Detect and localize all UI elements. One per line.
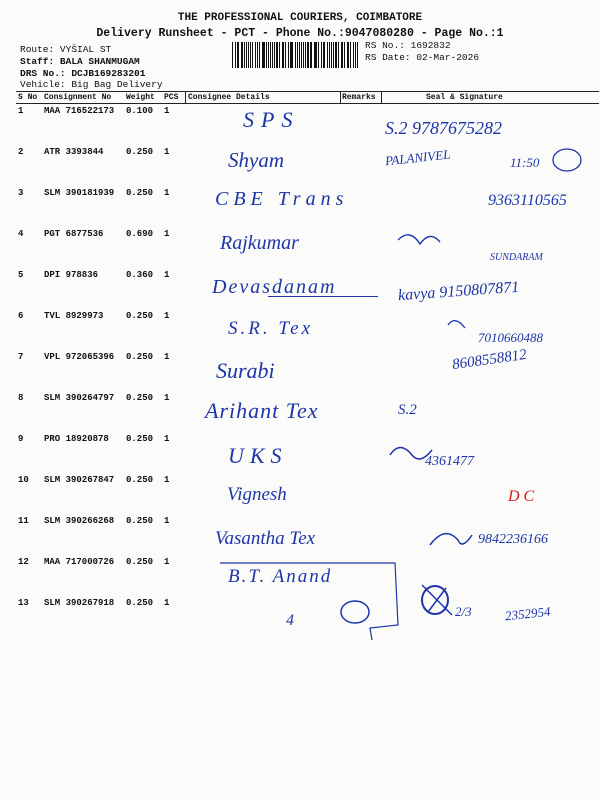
handwritten-signature-6: kavya 9150807871 <box>397 278 520 305</box>
barcode-bar <box>342 42 343 68</box>
rs-no-value: 1692832 <box>410 40 451 51</box>
handwritten-consignee-1: SPS <box>243 107 300 132</box>
barcode-bar <box>290 42 291 68</box>
handwritten-consignee-11: Vasantha Tex <box>215 528 316 549</box>
drs-value: DCJB169283201 <box>71 68 146 79</box>
barcode-bar <box>338 42 339 68</box>
barcode-bar <box>301 42 302 68</box>
row-remarks <box>340 309 396 350</box>
runsheet-subtitle: Delivery Runsheet - PCT - Phone No.:9047080280 - Page No.:1 <box>96 27 504 40</box>
col-pcs: PCS <box>162 92 186 104</box>
rs-no-line <box>365 40 451 51</box>
row-consignee-details <box>186 596 340 637</box>
column-divider <box>340 91 341 103</box>
barcode-bar <box>252 42 253 68</box>
vehicle-line <box>20 79 163 90</box>
col-consignee: Consignee Details <box>186 92 340 104</box>
barcode-bar <box>324 42 325 68</box>
row-sno: 1 <box>18 106 24 116</box>
row-weight: 0.250 <box>126 393 154 403</box>
row-consignment-no: VPL 972065396 <box>44 352 115 362</box>
barcode-bar <box>318 42 319 68</box>
row-seal-signature <box>396 555 599 596</box>
barcode-bar <box>241 42 243 68</box>
staff-label: Staff: <box>20 56 55 67</box>
barcode-bar <box>235 42 236 68</box>
barcode-bar <box>348 42 349 68</box>
column-divider <box>185 91 186 103</box>
drs-label: DRS No.: <box>20 68 66 79</box>
staff-value: BALA SHANMUGAM <box>59 56 140 67</box>
barcode-bar <box>355 42 357 68</box>
col-remarks: Remarks <box>340 92 396 104</box>
handwritten-consignee-8: Arihant Tex <box>205 398 319 423</box>
row-pcs: 1 <box>164 270 170 280</box>
handwritten-signature-12: 9842236166 <box>478 532 548 547</box>
barcode-bar <box>299 42 300 68</box>
barcode-bar <box>350 42 351 68</box>
row-pcs: 1 <box>164 516 170 526</box>
rs-no-label: RS No.: <box>365 40 405 51</box>
barcode-bar <box>268 42 269 68</box>
row-sno: 8 <box>18 393 24 403</box>
rs-date-label: RS Date: <box>365 52 411 63</box>
row-sno: 7 <box>18 352 24 362</box>
route-line <box>20 44 111 55</box>
row-weight: 0.250 <box>126 557 154 567</box>
barcode-bar <box>291 42 293 68</box>
col-weight: Weight <box>124 92 162 104</box>
barcode-bar <box>329 42 330 68</box>
row-remarks <box>340 350 396 391</box>
drs-line <box>20 68 145 79</box>
handwritten-consignee-6: S.R. Tex <box>228 318 314 339</box>
row-remarks <box>340 432 396 473</box>
barcode-image <box>232 42 360 68</box>
row-pcs: 1 <box>164 557 170 567</box>
handwritten-signature-3: 11:50 <box>510 155 540 170</box>
barcode-bar <box>285 42 286 68</box>
barcode-bar <box>276 42 278 68</box>
row-consignment-no: MAA 716522173 <box>44 106 115 116</box>
company-title: THE PROFESSIONAL COURIERS, COIMBATORE <box>177 12 423 24</box>
barcode-bar <box>311 42 312 68</box>
barcode-bar <box>303 42 304 68</box>
barcode-bar <box>315 42 317 68</box>
column-divider <box>381 91 382 103</box>
row-consignment-no: PRO 18920878 <box>44 434 109 444</box>
handwritten-consignee-2: Shyam <box>228 148 284 172</box>
row-remarks <box>340 268 396 309</box>
row-weight: 0.360 <box>126 270 154 280</box>
vehicle-value: Big Bag Delivery <box>71 79 163 90</box>
underline-stroke <box>268 296 378 297</box>
handwritten-consignee-12: B.T. Anand <box>228 566 333 587</box>
barcode-bar <box>327 42 328 68</box>
row-remarks <box>340 227 396 268</box>
row-weight: 0.250 <box>126 516 154 526</box>
table-header-row <box>16 92 599 104</box>
staff-line <box>20 56 140 67</box>
row-weight: 0.250 <box>126 434 154 444</box>
vehicle-label: Vehicle: <box>20 79 66 90</box>
row-consignment-no: TVL 8929973 <box>44 311 104 321</box>
barcode-bar <box>295 42 296 68</box>
row-sno: 6 <box>18 311 24 321</box>
row-remarks <box>340 555 396 596</box>
barcode-bar <box>305 42 306 68</box>
row-sno: 11 <box>18 516 29 526</box>
table-row <box>16 104 599 146</box>
barcode-bar <box>257 42 259 68</box>
handwritten-consignee-3: CBE Trans <box>215 188 349 210</box>
barcode-bar <box>331 42 332 68</box>
handwritten-consignee-4: Rajkumar <box>220 232 299 254</box>
rs-date-line <box>365 52 479 63</box>
row-pcs: 1 <box>164 598 170 608</box>
barcode-bar <box>283 42 284 68</box>
barcode-bar <box>279 42 280 68</box>
handwritten-consignee-13: 4 <box>286 612 294 629</box>
handwritten-consignee-9: UKS <box>228 443 288 468</box>
barcode-bar <box>248 42 249 68</box>
handwritten-consignee-5: Devasdanam <box>212 276 337 298</box>
barcode-bar <box>333 42 334 68</box>
barcode-bar <box>232 42 233 68</box>
handwritten-consignee-7: Surabi <box>216 358 275 383</box>
handwritten-signature-4: 9363110565 <box>488 192 567 209</box>
row-sno: 10 <box>18 475 29 485</box>
col-consignment: Consignment No <box>42 92 124 104</box>
barcode-bar <box>347 42 348 68</box>
row-consignment-no: SLM 390267918 <box>44 598 115 608</box>
row-weight: 0.250 <box>126 598 154 608</box>
route-label: Route: <box>20 44 55 55</box>
handwritten-signature-13: 2/3 <box>455 604 472 619</box>
row-consignment-no: MAA 717000726 <box>44 557 115 567</box>
row-pcs: 1 <box>164 393 170 403</box>
row-pcs: 1 <box>164 475 170 485</box>
barcode-bar <box>344 42 345 68</box>
route-value: VYŠIAL ST <box>59 44 112 55</box>
row-pcs: 1 <box>164 147 170 157</box>
row-remarks <box>340 596 396 637</box>
row-pcs: 1 <box>164 188 170 198</box>
row-seal-signature <box>396 391 599 432</box>
barcode-bar <box>237 42 238 68</box>
row-consignment-no: DPI 978836 <box>44 270 99 280</box>
handwritten-signature-5: SUNDARAM <box>490 252 543 263</box>
row-weight: 0.690 <box>126 229 154 239</box>
barcode-bar <box>357 42 358 68</box>
barcode-bar <box>262 42 263 68</box>
handwritten-signature-8: 8608558812 <box>451 346 528 374</box>
table-row <box>16 432 599 473</box>
handwritten-signature-10: 4361477 <box>425 454 474 469</box>
barcode-bar <box>310 42 311 68</box>
handwritten-consignee-10: Vignesh <box>227 484 287 505</box>
barcode-bar <box>270 42 271 68</box>
barcode-bar <box>244 42 245 68</box>
handwritten-signature-14: 2352954 <box>504 603 552 624</box>
row-sno: 4 <box>18 229 24 239</box>
barcode-bar <box>266 42 267 68</box>
handwritten-signature-9: S.2 <box>398 402 417 418</box>
row-weight: 0.250 <box>126 475 154 485</box>
row-weight: 0.100 <box>126 106 154 116</box>
row-seal-signature <box>396 596 599 637</box>
barcode-bar <box>323 42 324 68</box>
barcode-bar <box>321 42 322 68</box>
barcode-bar <box>341 42 342 68</box>
barcode-bar <box>274 42 275 68</box>
row-consignment-no: SLM 390181939 <box>44 188 115 198</box>
row-pcs: 1 <box>164 229 170 239</box>
barcode-bar <box>335 42 337 68</box>
row-sno: 3 <box>18 188 24 198</box>
barcode-bar <box>282 42 283 68</box>
barcode-bar <box>246 42 247 68</box>
barcode-bar <box>288 42 289 68</box>
row-remarks <box>340 186 396 227</box>
barcode-bar <box>353 42 354 68</box>
handwritten-remark-dc: DC <box>508 488 539 505</box>
row-weight: 0.250 <box>126 147 154 157</box>
row-pcs: 1 <box>164 352 170 362</box>
row-sno: 12 <box>18 557 29 567</box>
row-consignment-no: SLM 390267847 <box>44 475 115 485</box>
barcode-bar <box>272 42 273 68</box>
row-remarks <box>340 391 396 432</box>
row-weight: 0.250 <box>126 188 154 198</box>
barcode-bar <box>307 42 308 68</box>
barcode-bar <box>259 42 260 68</box>
barcode-bar <box>263 42 264 68</box>
row-sno: 2 <box>18 147 24 157</box>
barcode-bar <box>297 42 298 68</box>
rs-date-value: 02-Mar-2026 <box>416 52 480 63</box>
col-signature: Seal & Signature <box>396 92 599 104</box>
row-seal-signature <box>396 473 599 514</box>
handwritten-signature-1: S.2 9787675282 <box>385 118 502 138</box>
row-remarks <box>340 473 396 514</box>
row-weight: 0.250 <box>126 352 154 362</box>
row-pcs: 1 <box>164 311 170 321</box>
handwritten-signature-7: 7010660488 <box>478 330 543 345</box>
row-sno: 5 <box>18 270 24 280</box>
row-sno: 13 <box>18 598 29 608</box>
row-consignment-no: ATR 3393844 <box>44 147 104 157</box>
row-consignment-no: PGT 6877536 <box>44 229 104 239</box>
barcode-bar <box>238 42 239 68</box>
handwritten-signature-2: PALANIVEL <box>384 146 452 169</box>
row-consignment-no: SLM 390266268 <box>44 516 115 526</box>
barcode-bar <box>250 42 251 68</box>
col-sno: S No <box>16 92 42 104</box>
row-weight: 0.250 <box>126 311 154 321</box>
row-pcs: 1 <box>164 106 170 116</box>
barcode-bar <box>314 42 315 68</box>
row-sno: 9 <box>18 434 24 444</box>
row-consignment-no: SLM 390264797 <box>44 393 115 403</box>
barcode-bar <box>255 42 256 68</box>
row-remarks <box>340 514 396 555</box>
row-pcs: 1 <box>164 434 170 444</box>
